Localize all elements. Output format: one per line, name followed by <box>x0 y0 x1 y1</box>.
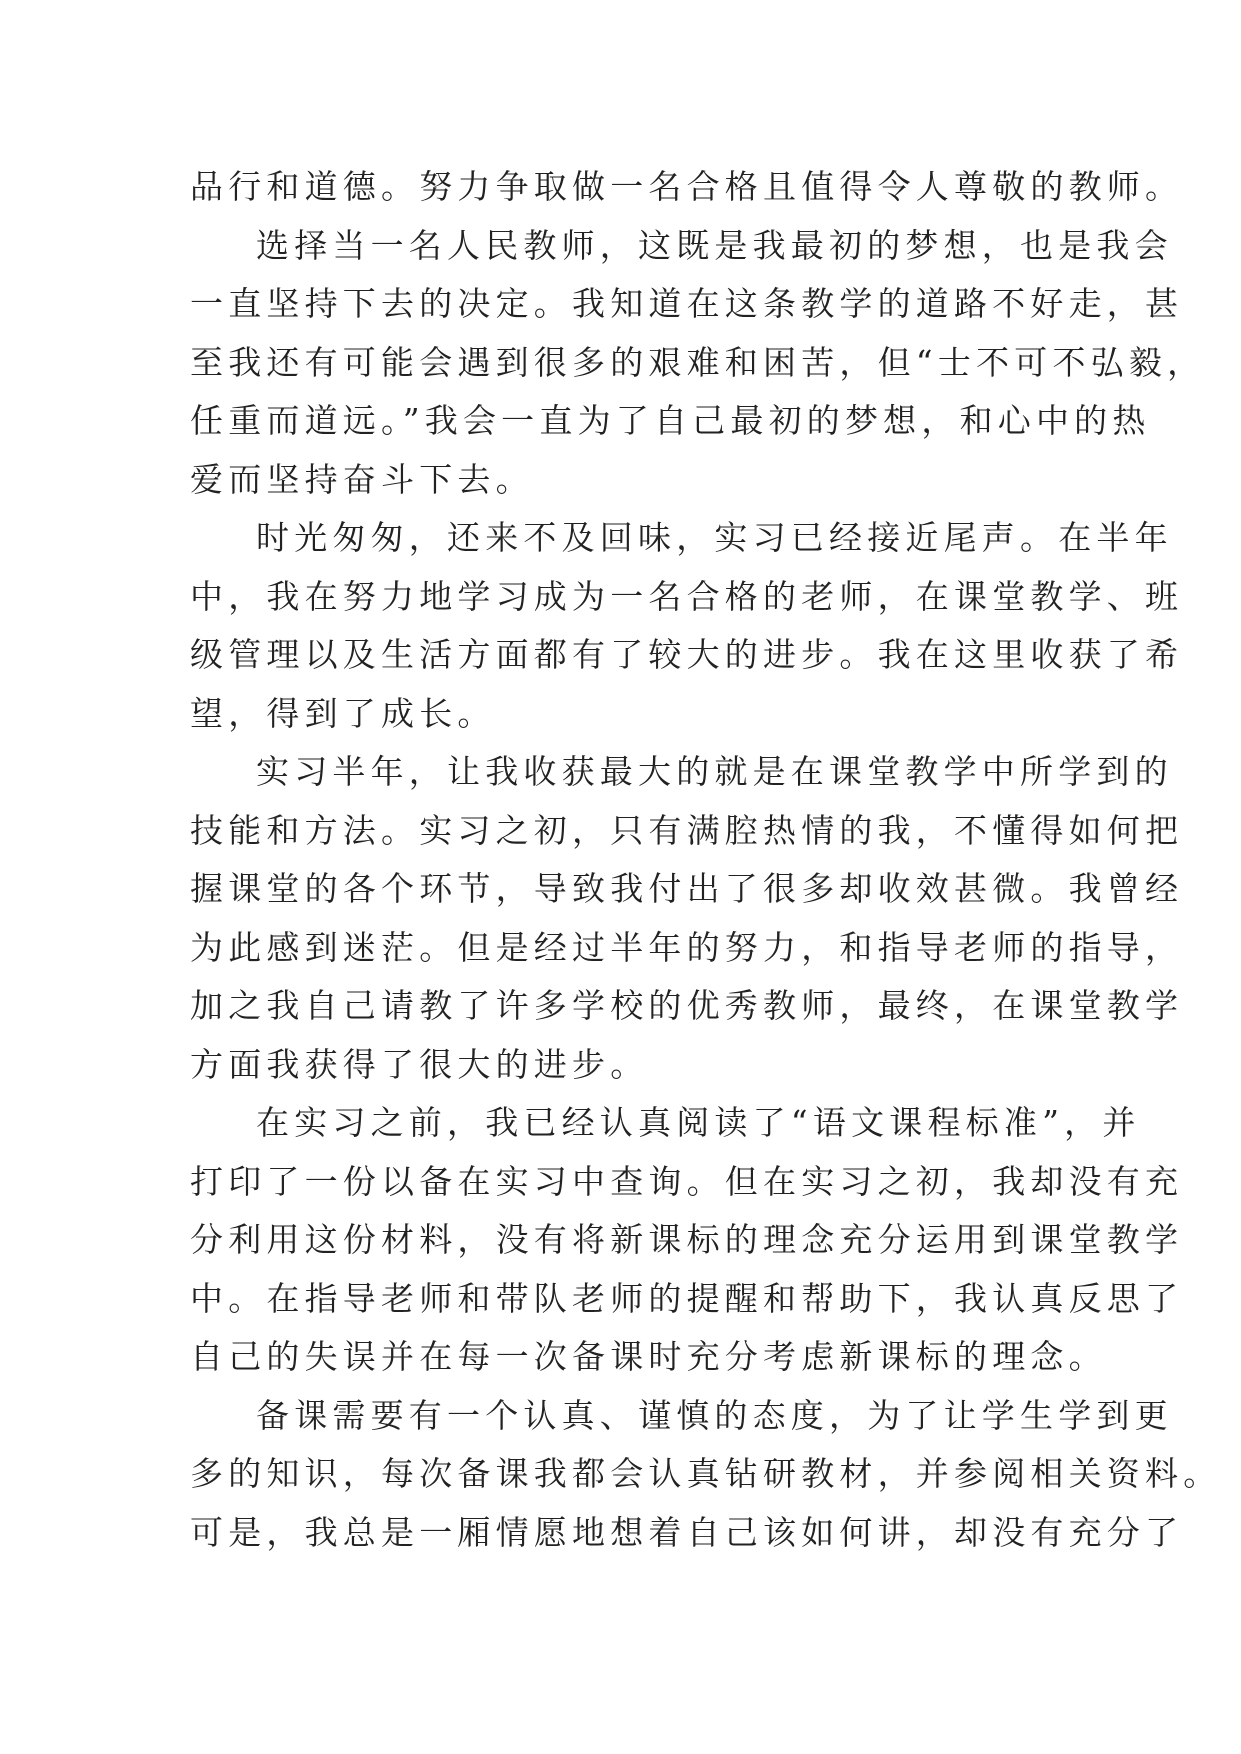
text-line: 任重而道远。”我会一直为了自己最初的梦想，和心中的热 <box>190 401 1151 440</box>
text-line: 自己的失误并在每一次备课时充分考虑新课标的理念。 <box>190 1337 1107 1376</box>
text-line: 在实习之前，我已经认真阅读了“语文课程标准”，并 <box>256 1103 1141 1142</box>
text-line: 时光匆匆，还来不及回味，实习已经接近尾声。在半年 <box>256 518 1173 557</box>
text-line: 分利用这份材料，没有将新课标的理念充分运用到课堂教学 <box>190 1220 1184 1259</box>
document-body <box>190 158 1222 1562</box>
text-line: 一直坚持下去的决定。我知道在这条教学的道路不好走，甚 <box>190 284 1184 323</box>
text-line: 中，我在努力地学习成为一名合格的老师，在课堂教学、班 <box>190 576 1184 616</box>
text-line: 加之我自己请教了许多学校的优秀教师，最终，在课堂教学 <box>190 986 1184 1025</box>
text-line: 多的知识，每次备课我都会认真钻研教材，并参阅相关资料。 <box>190 1454 1222 1493</box>
text-line: 实习半年，让我收获最大的就是在课堂教学中所学到的 <box>256 752 1173 791</box>
text-line: 望，得到了成长。 <box>190 693 496 733</box>
text-line: 爱而坚持奋斗下去。 <box>190 459 534 499</box>
text-line: 方面我获得了很大的进步。 <box>190 1044 649 1084</box>
text-line: 备课需要有一个认真、谨慎的态度，为了让学生学到更 <box>256 1395 1173 1435</box>
text-line: 选择当一名人民教师，这既是我最初的梦想，也是我会 <box>256 225 1173 265</box>
text-line: 至我还有可能会遇到很多的艰难和困苦，但“士不可不弘毅， <box>190 342 1206 382</box>
text-line: 为此感到迷茫。但是经过半年的努力，和指导老师的指导， <box>190 927 1184 967</box>
text-line: 技能和方法。实习之初，只有满腔热情的我，不懂得如何把 <box>190 810 1184 850</box>
text-line: 可是，我总是一厢情愿地想着自己该如何讲，却没有充分了 <box>190 1512 1184 1552</box>
text-line: 握课堂的各个环节，导致我付出了很多却收效甚微。我曾经 <box>190 869 1184 908</box>
text-line: 打印了一份以备在实习中查询。但在实习之初，我却没有充 <box>190 1161 1184 1201</box>
text-line: 中。在指导老师和带队老师的提醒和帮助下，我认真反思了 <box>190 1278 1184 1318</box>
text-line: 级管理以及生活方面都有了较大的进步。我在这里收获了希 <box>190 635 1184 674</box>
text-line: 品行和道德。努力争取做一名合格且值得令人尊敬的教师。 <box>190 167 1184 206</box>
